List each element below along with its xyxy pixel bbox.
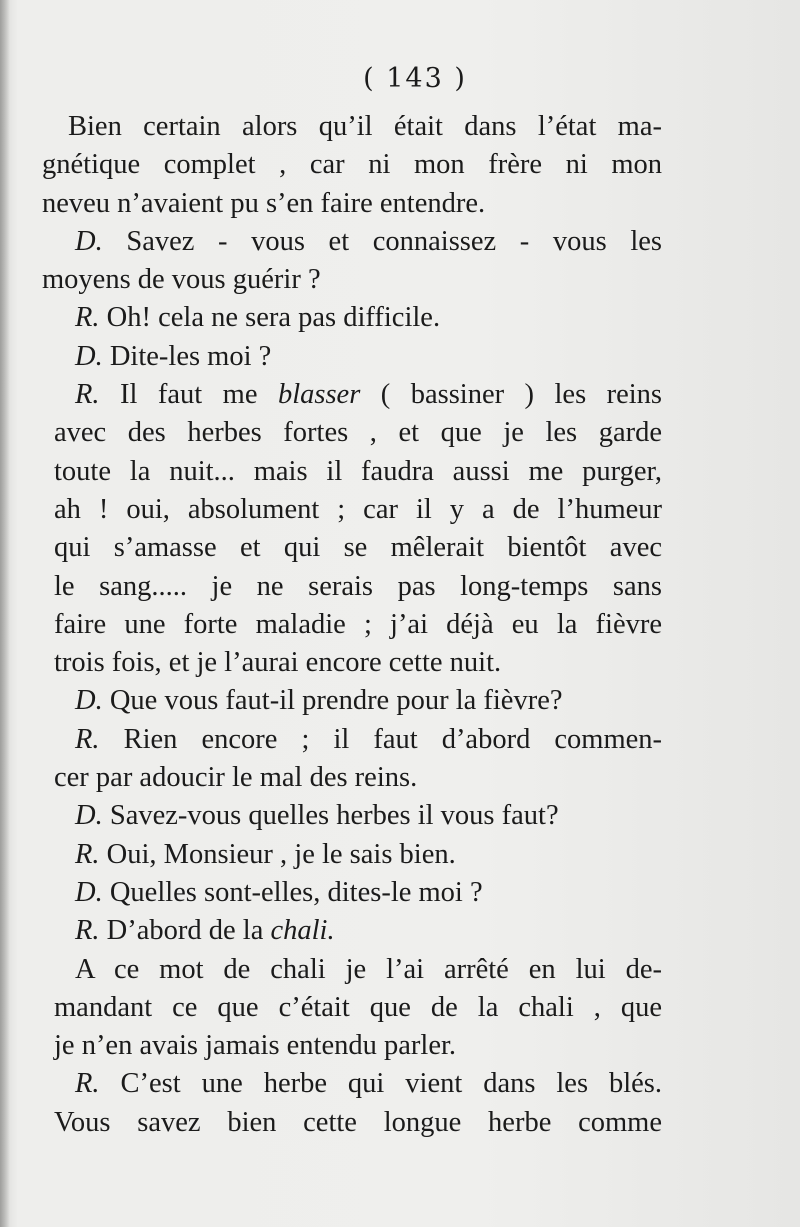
page-number: ( 143 ) xyxy=(363,63,467,94)
line-text: mandant ce que c’était que de la chali , que xyxy=(54,991,662,1023)
speaker-label: R. xyxy=(75,1068,100,1100)
text-line xyxy=(42,644,662,682)
line-text: avec des herbes fortes , et que je les garde xyxy=(54,417,662,449)
text-line xyxy=(42,912,662,950)
text-line xyxy=(42,108,662,146)
text-line xyxy=(42,721,662,759)
line-text: Il faut me xyxy=(120,379,258,411)
line-text: C’est une herbe qui vient dans les blés. xyxy=(120,1068,662,1100)
text-line xyxy=(42,338,662,376)
line-text: faire une forte maladie ; j’ai déjà eu la fièvre xyxy=(54,608,662,640)
line-text: Oui, Monsieur , je le sais bien. xyxy=(106,838,456,870)
line-text: Dite-les moi ? xyxy=(109,340,272,372)
binding-shadow xyxy=(0,0,10,1227)
line-text: Que vous faut-il prendre pour la fièvre? xyxy=(109,685,563,717)
speaker-label: D. xyxy=(75,225,103,257)
line-text: Vous savez bien cette longue herbe comme xyxy=(54,1106,662,1138)
line-text: toute la nuit... mais il faudra aussi me purger, xyxy=(54,455,662,487)
line-text: qui s’amasse et qui se mêlerait bientôt avec xyxy=(54,532,662,564)
text-line xyxy=(42,836,662,874)
text-line xyxy=(42,1104,662,1142)
text-line xyxy=(42,146,662,184)
line-text: Quelles sont-elles, dites-le moi ? xyxy=(109,876,483,908)
text-line xyxy=(42,606,662,644)
line-text: le sang..... je ne serais pas long-temps sans xyxy=(54,570,662,602)
line-text: A ce mot de chali je l’ai arrêté en lui de- xyxy=(75,953,662,985)
speaker-label: R. xyxy=(75,838,100,870)
speaker-label: R. xyxy=(75,302,100,334)
line-text: je n’en avais jamais entendu parler. xyxy=(54,1030,457,1062)
line-text: Bien certain alors qu’il était dans l’état ma- xyxy=(68,111,662,142)
line-text: Savez - vous et connaissez - vous les xyxy=(126,225,662,257)
line-text: D’abord de la xyxy=(106,915,264,947)
text-line xyxy=(42,759,662,797)
italic-word: blasser xyxy=(277,379,361,411)
line-text: moyens de vous guérir ? xyxy=(42,264,321,296)
text-line xyxy=(42,989,662,1027)
speaker-label: D. xyxy=(75,800,103,832)
line-text: Rien encore ; il faut d’abord commen- xyxy=(123,723,662,755)
text-line xyxy=(42,529,662,567)
line-text: ah ! oui, absolument ; car il y a de l’humeur xyxy=(54,493,662,525)
text-line xyxy=(42,261,662,299)
speaker-label: D. xyxy=(75,876,103,908)
text-line xyxy=(42,682,662,720)
speaker-label: D. xyxy=(75,340,103,372)
text-line xyxy=(42,874,662,912)
text-line xyxy=(42,951,662,989)
text-line xyxy=(42,453,662,491)
text-line xyxy=(42,1027,662,1065)
text-line xyxy=(42,376,662,414)
text-line xyxy=(42,185,662,223)
speaker-label: R. xyxy=(75,723,100,755)
text-line xyxy=(42,568,662,606)
speaker-label: D. xyxy=(75,685,103,717)
speaker-label: R. xyxy=(75,379,100,411)
line-text: Oh! cela ne sera pas difficile. xyxy=(106,302,441,334)
text-line xyxy=(42,223,662,261)
italic-word: chali. xyxy=(270,915,335,947)
text-line xyxy=(42,299,662,337)
text-line xyxy=(42,414,662,452)
body-text xyxy=(42,108,662,1142)
line-text: trois fois, et je l’aurai encore cette nuit. xyxy=(54,647,502,679)
text-line xyxy=(42,491,662,529)
line-text: cer par adoucir le mal des reins. xyxy=(54,762,418,794)
line-text: neveu n’avaient pu s’en faire entendre. xyxy=(42,187,486,219)
line-text: gnétique complet , car ni mon frère ni mon xyxy=(42,149,662,181)
line-text: Savez-vous quelles herbes il vous faut? xyxy=(109,800,559,832)
speaker-label: R. xyxy=(75,915,100,947)
text-line xyxy=(42,797,662,835)
line-text: ( bassiner ) les reins xyxy=(380,379,662,411)
text-line xyxy=(42,1065,662,1103)
